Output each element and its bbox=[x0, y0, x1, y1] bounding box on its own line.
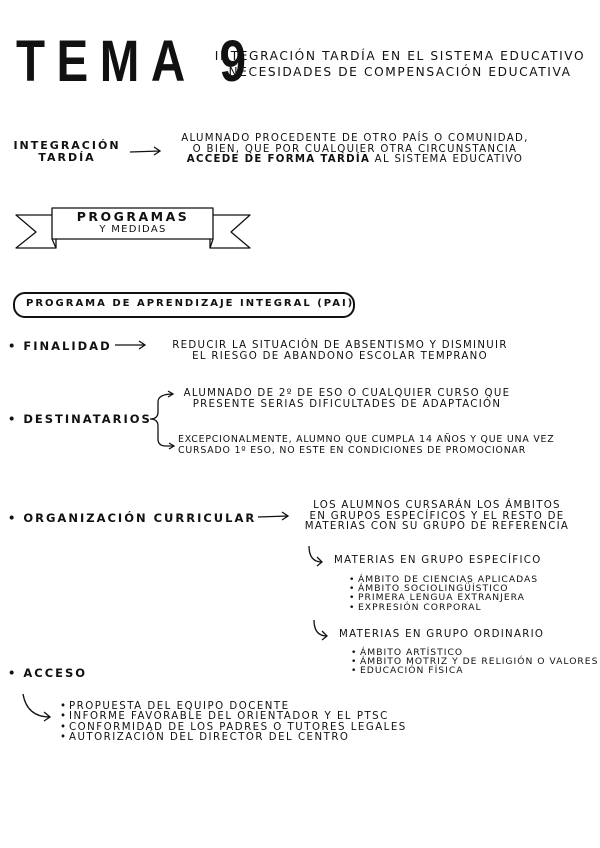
right-arrow-icon bbox=[115, 341, 145, 349]
organizacion-line: EN GRUPOS ESPECÍFICOS Y EL RESTO DE bbox=[309, 510, 565, 522]
definition-line: O BIEN, QUE POR CUALQUIER OTRA CIRCUNSTANCIA bbox=[192, 143, 518, 155]
list-item: • ÁMBITO DE CIENCIAS APLICADAS bbox=[349, 575, 538, 584]
programs-title: PROGRAMAS bbox=[76, 209, 190, 224]
acceso-list bbox=[60, 702, 407, 744]
acceso-label: • ACCESO bbox=[8, 666, 88, 680]
list-item: • AUTORIZACIÓN DEL DIRECTOR DEL CENTRO bbox=[60, 733, 407, 743]
list-item: • PROPUESTA DEL EQUIPO DOCENTE bbox=[60, 702, 407, 712]
brace-icon bbox=[150, 391, 174, 449]
programs-banner bbox=[58, 210, 208, 236]
organizacion-text bbox=[292, 501, 582, 533]
finalidad-line: REDUCIR LA SITUACIÓN DE ABSENTISMO Y DISMINUIR bbox=[172, 340, 508, 351]
definition-line bbox=[160, 155, 550, 166]
subtitle-line: NECESIDADES DE COMPENSACIÓN EDUCATIVA bbox=[228, 65, 572, 79]
list-item: • ÁMBITO MOTRIZ Y DE RELIGIÓN O VALORES bbox=[351, 657, 598, 666]
ordinario-list bbox=[351, 648, 598, 676]
organizacion-line: MATERIAS CON SU GRUPO DE REFERENCIA bbox=[304, 521, 570, 532]
finalidad-line: EL RIESGO DE ABANDONO ESCOLAR TEMPRANO bbox=[192, 350, 488, 362]
organizacion-line: LOS ALUMNOS CURSARÁN LOS ÁMBITOS bbox=[313, 500, 561, 511]
destinatarios-line: ALUMNADO DE 2º DE ESO O CUALQUIER CURSO QUE bbox=[183, 388, 511, 399]
definition-highlight: ACCEDE DE FORMA TARDÍA bbox=[186, 154, 371, 165]
finalidad-text bbox=[150, 341, 530, 362]
list-item: • ÁMBITO ARTÍSTICO bbox=[351, 648, 598, 657]
destinatarios-line: EXCEPCIONALMENTE, ALUMNO QUE CUMPLA 14 AÑOS Y QUE UNA VEZ bbox=[178, 434, 555, 445]
definition-line: ALUMNADO PROCEDENTE DE OTRO PAÍS O COMUNIDAD, bbox=[181, 133, 529, 144]
list-item: • EXPRESIÓN CORPORAL bbox=[349, 603, 538, 612]
organizacion-label-text: ORGANIZACIÓN CURRICULAR bbox=[23, 511, 257, 525]
definition-line-rest: AL SISTEMA EDUCATIVO bbox=[370, 154, 524, 165]
especifico-list bbox=[349, 575, 538, 612]
acceso-label-text: ACCESO bbox=[23, 666, 88, 680]
destinatarios-line: PRESENTE SERIAS DIFICULTADES DE ADAPTACIÓN bbox=[192, 398, 502, 410]
pai-title: PROGRAMA DE APRENDIZAJE INTEGRAL (PAI) bbox=[26, 298, 355, 309]
programs-subtitle: Y MEDIDAS bbox=[99, 224, 167, 235]
page-subtitle bbox=[205, 48, 595, 80]
list-item: • CONFORMIDAD DE LOS PADRES O TUTORES LEGALES bbox=[60, 723, 407, 733]
definition-label-line: INTEGRACIÓN bbox=[13, 139, 121, 152]
especifico-title: MATERIAS EN GRUPO ESPECÍFICO bbox=[334, 555, 542, 566]
finalidad-label-text: FINALIDAD bbox=[23, 339, 112, 353]
destinatarios-label: • DESTINATARIOS bbox=[8, 412, 152, 426]
list-item: • ÁMBITO SOCIOLINGÜÍSTICO bbox=[349, 584, 538, 593]
curved-arrow-icon bbox=[309, 546, 322, 566]
ordinario-title: MATERIAS EN GRUPO ORDINARIO bbox=[339, 629, 545, 640]
subtitle-line: INTEGRACIÓN TARDÍA EN EL SISTEMA EDUCATIVO bbox=[214, 49, 586, 63]
definition-text bbox=[160, 134, 550, 166]
destinatarios-item-2 bbox=[178, 435, 598, 456]
curved-arrow-icon bbox=[314, 620, 327, 640]
right-arrow-icon bbox=[258, 512, 288, 520]
list-item: • INFORME FAVORABLE DEL ORIENTADOR Y EL PTSC bbox=[60, 712, 407, 722]
list-item: • PRIMERA LENGUA EXTRANJERA bbox=[349, 593, 538, 602]
definition-label bbox=[12, 140, 122, 164]
definition-label-line: TARDÍA bbox=[38, 151, 96, 164]
curved-arrow-icon bbox=[23, 694, 50, 721]
right-arrow-icon bbox=[130, 147, 160, 155]
page-title: TEMA 9 bbox=[16, 29, 258, 94]
finalidad-label: • FINALIDAD bbox=[8, 339, 112, 353]
destinatarios-item-1 bbox=[172, 389, 522, 410]
destinatarios-label-text: DESTINATARIOS bbox=[23, 412, 152, 426]
list-item: • EDUCACIÓN FÍSICA bbox=[351, 666, 598, 675]
destinatarios-line: CURSADO 1º ESO, NO ESTE EN CONDICIONES DE PROMOCIONAR bbox=[178, 444, 527, 456]
organizacion-label: • ORGANIZACIÓN CURRICULAR bbox=[8, 511, 257, 525]
